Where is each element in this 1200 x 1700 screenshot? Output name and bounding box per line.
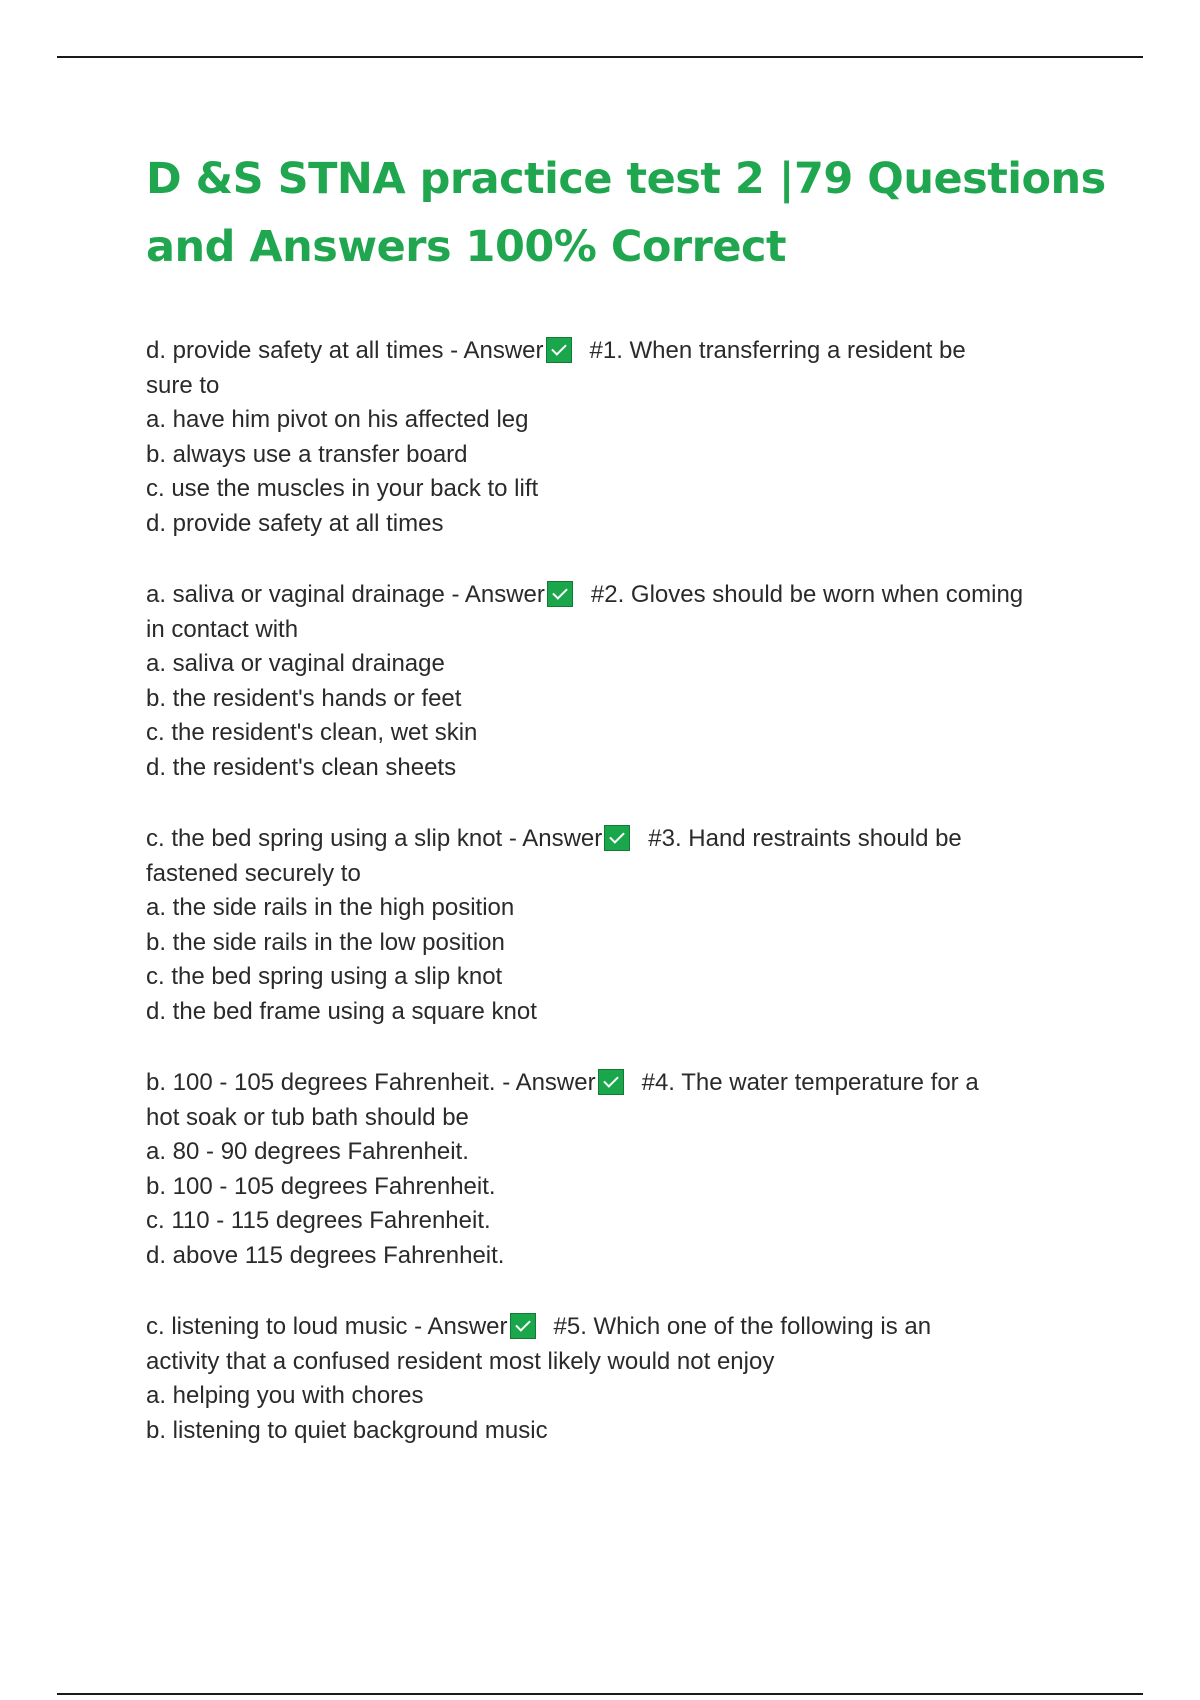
check-mark-icon	[598, 1069, 624, 1095]
option-d: d. provide safety at all times	[146, 509, 444, 537]
option-b: b. listening to quiet background music	[146, 1416, 548, 1444]
answer-text: a. saliva or vaginal drainage - Answer	[146, 581, 545, 608]
question-text-cont: activity that a confused resident most likely would not enjoy	[146, 1347, 775, 1375]
option-b: b. 100 - 105 degrees Fahrenheit.	[146, 1172, 496, 1200]
qa-item-5	[146, 1310, 1106, 1448]
option-b: b. the side rails in the low position	[146, 928, 505, 956]
question-text: #2. Gloves should be worn when coming	[590, 581, 1024, 608]
qa-item-4	[146, 1066, 1106, 1273]
bottom-rule	[57, 1693, 1143, 1695]
option-c: c. the resident's clean, wet skin	[146, 719, 478, 746]
title-line-2: and Answers 100% Correct	[146, 222, 787, 272]
question-text-cont: fastened securely to	[146, 859, 361, 887]
option-c: c. use the muscles in your back to lift	[146, 475, 539, 502]
qa-item-2	[146, 578, 1106, 785]
question-text: #3. Hand restraints should be	[648, 825, 962, 852]
check-mark-icon	[604, 825, 630, 851]
answer-text: b. 100 - 105 degrees Fahrenheit. - Answer	[146, 1069, 596, 1096]
qa-item-3	[146, 822, 1106, 1029]
option-a: a. the side rails in the high position	[146, 894, 515, 921]
top-rule	[57, 56, 1143, 58]
answer-text: c. the bed spring using a slip knot - Answer	[146, 825, 603, 852]
option-d: d. above 115 degrees Fahrenheit.	[146, 1241, 505, 1269]
question-text: #4. The water temperature for a	[641, 1069, 979, 1096]
question-text: #1. When transferring a resident be	[589, 337, 966, 364]
document-title	[146, 145, 1106, 281]
option-b: b. the resident's hands or feet	[146, 684, 462, 712]
document-body	[146, 145, 1106, 1485]
check-mark-icon	[546, 337, 572, 363]
option-a: a. helping you with chores	[146, 1382, 424, 1409]
question-text-cont: in contact with	[146, 615, 299, 643]
question-text-cont: sure to	[146, 371, 220, 399]
check-mark-icon	[510, 1313, 536, 1339]
option-d: d. the resident's clean sheets	[146, 753, 457, 781]
option-a: a. have him pivot on his affected leg	[146, 406, 529, 433]
option-c: c. 110 - 115 degrees Fahrenheit.	[146, 1207, 491, 1234]
title-line-1: D &S STNA practice test 2 |79 Questions	[146, 154, 1106, 204]
question-text: #5. Which one of the following is an	[553, 1313, 932, 1340]
qa-item-1	[146, 334, 1106, 541]
option-a: a. 80 - 90 degrees Fahrenheit.	[146, 1138, 469, 1165]
check-mark-icon	[547, 581, 573, 607]
option-c: c. the bed spring using a slip knot	[146, 963, 503, 990]
option-a: a. saliva or vaginal drainage	[146, 650, 445, 677]
answer-text: c. listening to loud music - Answer	[146, 1313, 508, 1340]
option-b: b. always use a transfer board	[146, 440, 468, 468]
answer-text: d. provide safety at all times - Answer	[146, 337, 544, 364]
question-text-cont: hot soak or tub bath should be	[146, 1103, 469, 1131]
option-d: d. the bed frame using a square knot	[146, 997, 537, 1025]
